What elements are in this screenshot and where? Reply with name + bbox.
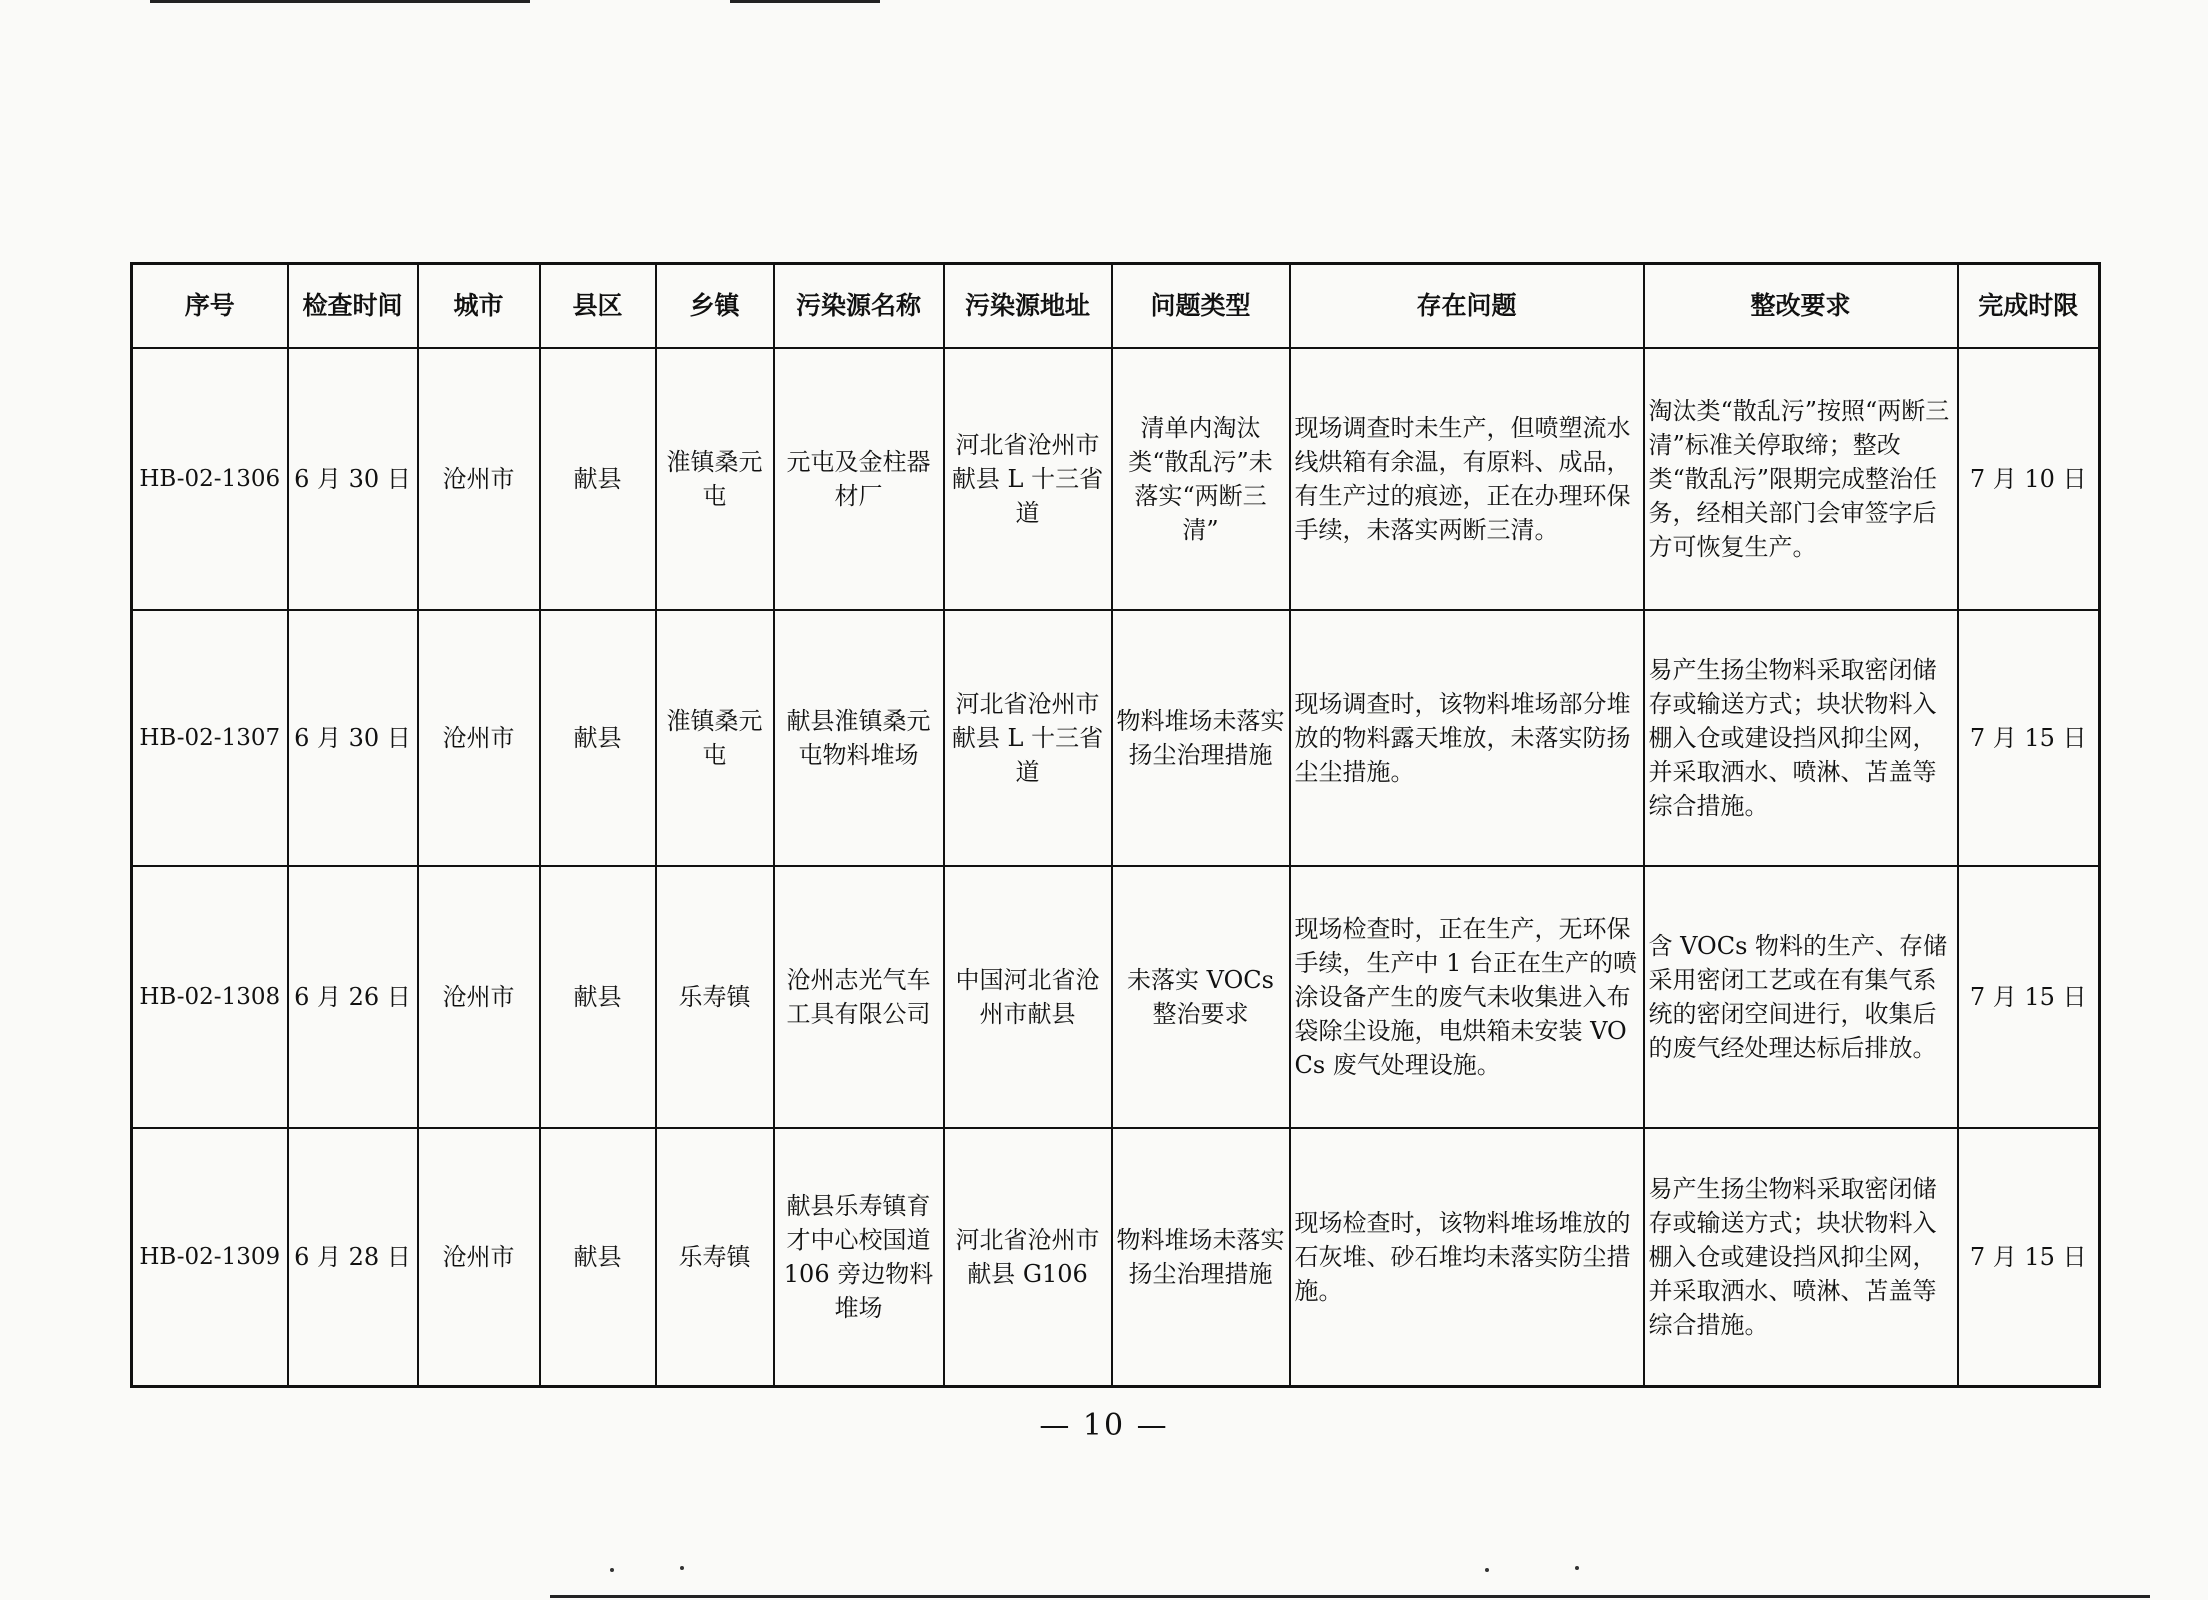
cell-city: 沧州市 (418, 1128, 540, 1386)
cell-town: 淮镇桑元屯 (656, 610, 774, 866)
header-problem-type: 问题类型 (1112, 264, 1290, 349)
scan-dot (1485, 1568, 1489, 1572)
cell-source-name: 沧州志光气车工具有限公司 (774, 866, 944, 1128)
cell-id: HB-02-1309 (132, 1128, 288, 1386)
cell-requirement: 淘汰类“散乱污”按照“两断三清”标准关停取缔；整改类“散乱污”限期完成整治任务，经相关部门会审签字后方可恢复生产。 (1644, 348, 1958, 610)
cell-date: 6 月 28 日 (288, 1128, 418, 1386)
cell-city: 沧州市 (418, 348, 540, 610)
scan-line-top-mid (390, 0, 530, 3)
cell-county: 献县 (540, 348, 656, 610)
page-number: — 10 — (1039, 1408, 1169, 1443)
table-row (132, 866, 2100, 1128)
cell-requirement: 易产生扬尘物料采取密闭储存或输送方式；块状物料入棚入仓或建设挡风抑尘网，并采取洒水、喷淋、苫盖等综合措施。 (1644, 610, 1958, 866)
cell-deadline: 7 月 15 日 (1958, 1128, 2100, 1386)
cell-deadline: 7 月 15 日 (1958, 866, 2100, 1128)
table-row (132, 1128, 2100, 1386)
cell-county: 献县 (540, 866, 656, 1128)
cell-county: 献县 (540, 610, 656, 866)
cell-town: 乐寿镇 (656, 866, 774, 1128)
cell-date: 6 月 30 日 (288, 348, 418, 610)
scan-line-top-left (150, 0, 390, 3)
cell-requirement: 易产生扬尘物料采取密闭储存或输送方式；块状物料入棚入仓或建设挡风抑尘网，并采取洒水、喷淋、苫盖等综合措施。 (1644, 1128, 1958, 1386)
header-county: 县区 (540, 264, 656, 349)
cell-id: HB-02-1307 (132, 610, 288, 866)
cell-problem-type: 物料堆场未落实扬尘治理措施 (1112, 610, 1290, 866)
cell-deadline: 7 月 10 日 (1958, 348, 2100, 610)
cell-town: 乐寿镇 (656, 1128, 774, 1386)
table-row (132, 348, 2100, 610)
header-town: 乡镇 (656, 264, 774, 349)
cell-date: 6 月 30 日 (288, 610, 418, 866)
header-requirement: 整改要求 (1644, 264, 1958, 349)
cell-id: HB-02-1308 (132, 866, 288, 1128)
cell-city: 沧州市 (418, 610, 540, 866)
cell-source-name: 献县淮镇桑元屯物料堆场 (774, 610, 944, 866)
cell-problem-type: 清单内淘汰类“散乱污”未落实“两断三清” (1112, 348, 1290, 610)
cell-problem: 现场检查时，正在生产，无环保手续，生产中 1 台正在生产的喷涂设备产生的废气未收集进入布袋除尘设施，电烘箱未安装 VOCs 废气处理设施。 (1290, 866, 1644, 1128)
header-address: 污染源地址 (944, 264, 1112, 349)
cell-deadline: 7 月 15 日 (1958, 610, 2100, 866)
cell-problem: 现场调查时未生产，但喷塑流水线烘箱有余温，有原料、成品，有生产过的痕迹，正在办理环保手续，未落实两断三清。 (1290, 348, 1644, 610)
cell-requirement: 含 VOCs 物料的生产、存储采用密闭工艺或在有集气系统的密闭空间进行，收集后的废气经处理达标后排放。 (1644, 866, 1958, 1128)
cell-address: 中国河北省沧州市献县 (944, 866, 1112, 1128)
cell-problem: 现场调查时，该物料堆场部分堆放的物料露天堆放，未落实防扬尘尘措施。 (1290, 610, 1644, 866)
cell-problem: 现场检查时，该物料堆场堆放的石灰堆、砂石堆均未落实防尘措施。 (1290, 1128, 1644, 1386)
table-header-row (132, 264, 2100, 349)
cell-city: 沧州市 (418, 866, 540, 1128)
cell-town: 淮镇桑元屯 (656, 348, 774, 610)
header-source-name: 污染源名称 (774, 264, 944, 349)
header-id: 序号 (132, 264, 288, 349)
cell-address: 河北省沧州市献县 L 十三省道 (944, 610, 1112, 866)
table-row (132, 610, 2100, 866)
header-city: 城市 (418, 264, 540, 349)
header-deadline: 完成时限 (1958, 264, 2100, 349)
header-date: 检查时间 (288, 264, 418, 349)
scan-line-bottom (550, 1595, 2150, 1598)
cell-source-name: 元屯及金柱器材厂 (774, 348, 944, 610)
cell-problem-type: 未落实 VOCs 整治要求 (1112, 866, 1290, 1128)
inspection-table (130, 262, 2101, 1388)
scan-dot (1575, 1566, 1579, 1570)
cell-problem-type: 物料堆场未落实扬尘治理措施 (1112, 1128, 1290, 1386)
cell-source-name: 献县乐寿镇育才中心校国道 106 旁边物料堆场 (774, 1128, 944, 1386)
cell-address: 河北省沧州市献县 L 十三省道 (944, 348, 1112, 610)
scan-line-top-right (730, 0, 880, 3)
scan-dot (610, 1568, 614, 1572)
cell-date: 6 月 26 日 (288, 866, 418, 1128)
scan-dot (680, 1566, 684, 1570)
cell-address: 河北省沧州市献县 G106 (944, 1128, 1112, 1386)
cell-county: 献县 (540, 1128, 656, 1386)
cell-id: HB-02-1306 (132, 348, 288, 610)
header-problem: 存在问题 (1290, 264, 1644, 349)
